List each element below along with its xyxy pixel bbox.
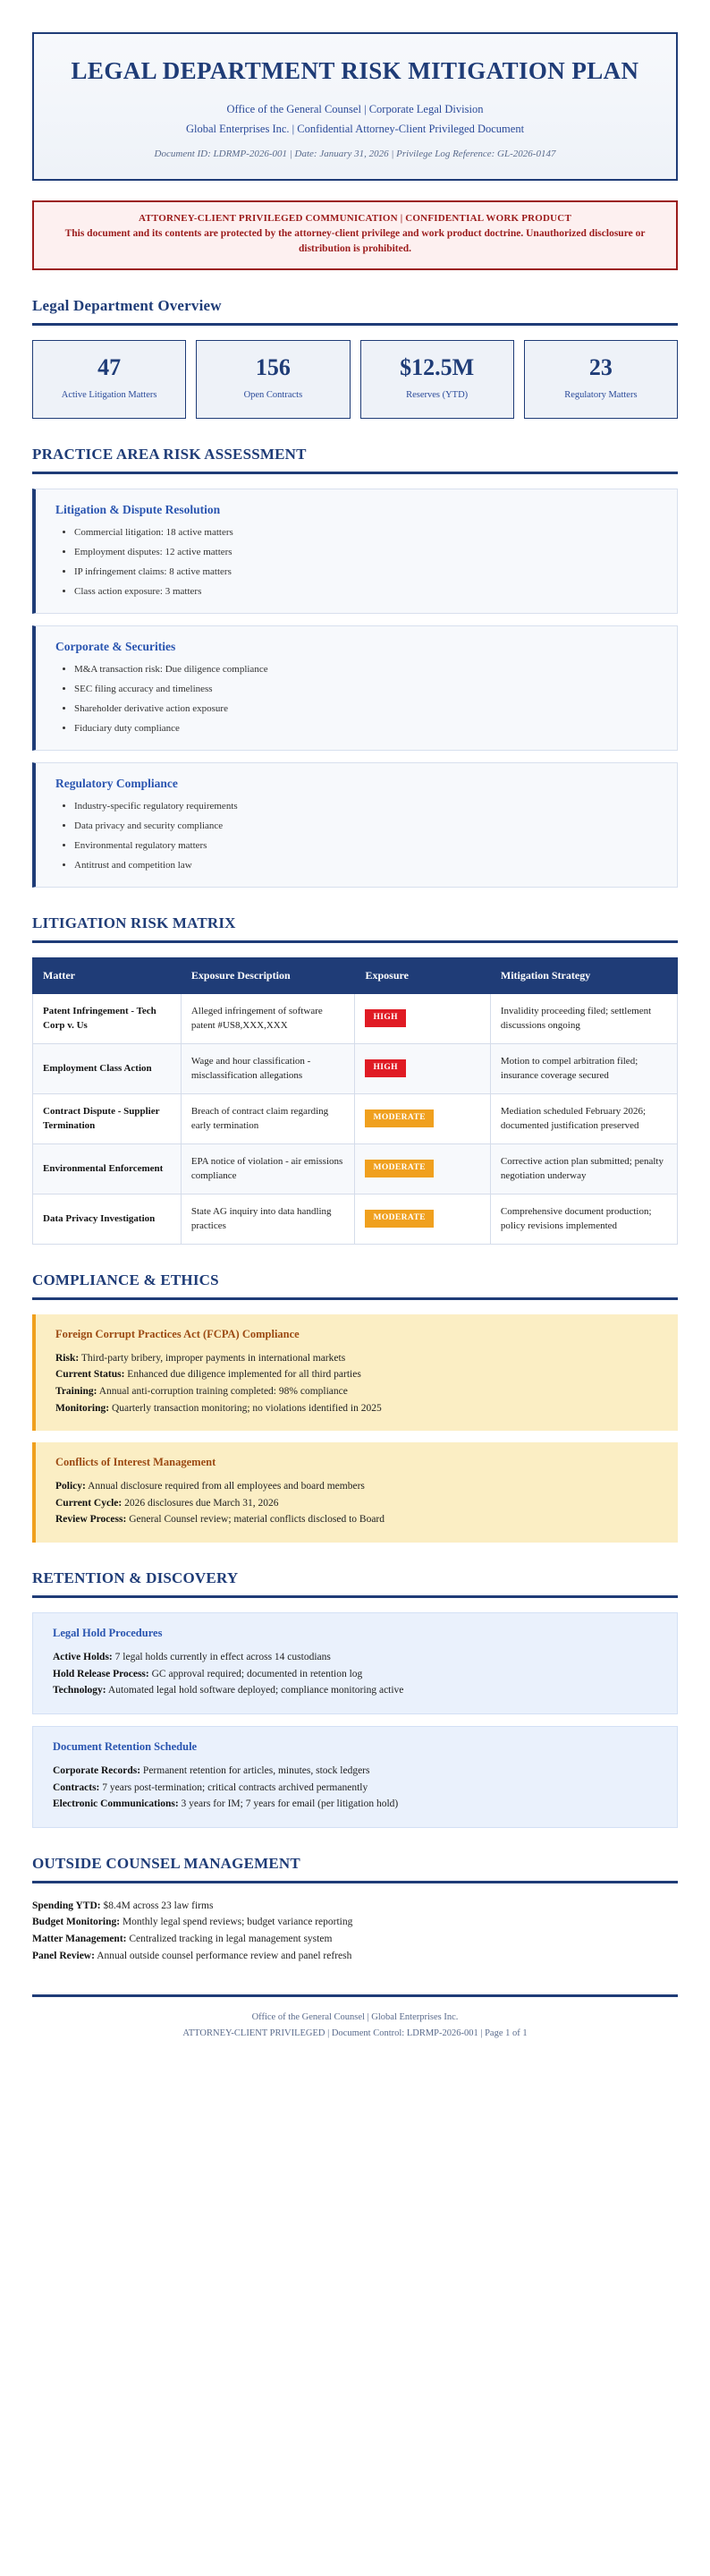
key-label: Review Process:: [55, 1514, 127, 1526]
key-label: Matter Management:: [32, 1934, 127, 1945]
list-item: • Commercial litigation: 18 active matters: [74, 526, 659, 540]
outside-counsel-details: [32, 1898, 678, 1965]
column-header-matter: Matter: [33, 957, 182, 993]
status-badge: MODERATE: [365, 1210, 433, 1228]
status-badge: MODERATE: [365, 1160, 433, 1177]
stat-label: Open Contracts: [243, 390, 303, 401]
key-value-line: [53, 1796, 657, 1813]
stat-value: 156: [255, 353, 291, 380]
status-badge: MODERATE: [365, 1109, 433, 1127]
panel-title: Litigation & Dispute Resolution: [55, 503, 221, 517]
table-row: [33, 1093, 678, 1143]
cell-description: Breach of contract claim regarding early termination: [181, 1093, 355, 1143]
key-value-line: [53, 1682, 657, 1699]
cell-matter: Patent Infringement - Tech Corp v. Us: [33, 993, 182, 1043]
footer-divider: [32, 1994, 678, 1997]
cell-matter: Contract Dispute - Supplier Termination: [33, 1093, 182, 1143]
key-label: Corporate Records:: [53, 1764, 141, 1776]
column-header-exposure: Exposure: [355, 957, 490, 993]
stat-value: 47: [97, 353, 122, 380]
value-text: Monthly legal spend reviews; budget variance reporting: [122, 1917, 353, 1928]
list-item: • Industry-specific regulatory requirements: [74, 800, 659, 814]
section-heading-practice-areas: PRACTICE AREA RISK ASSESSMENT: [32, 446, 307, 463]
column-header-description: Exposure Description: [181, 957, 355, 993]
panel-list: [55, 800, 659, 873]
section-divider: [32, 472, 678, 474]
value-text: 3 years for IM; 7 years for email (per litigation hold): [181, 1798, 399, 1810]
info-panel-legal-hold: [32, 1612, 678, 1714]
key-value-line: [55, 1383, 658, 1400]
value-text: General Counsel review; material conflicts disclosed to Board: [129, 1514, 385, 1526]
key-value-line: [55, 1495, 658, 1512]
value-text: 7 years post-termination; critical contracts archived permanently: [102, 1781, 368, 1793]
key-label: Policy:: [55, 1481, 86, 1492]
document-meta: Document ID: LDRMP-2026-001 | Date: January 31, 2026 | Privilege Log Reference: GL-2026-0147: [154, 149, 556, 160]
stat-value: $12.5M: [400, 353, 475, 380]
section-heading-litigation-matrix: LITIGATION RISK MATRIX: [32, 914, 236, 931]
key-label: Electronic Communications:: [53, 1798, 179, 1810]
key-value-line: [32, 1948, 678, 1965]
cell-matter: Data Privacy Investigation: [33, 1194, 182, 1244]
value-text: 2026 disclosures due March 31, 2026: [124, 1497, 279, 1509]
key-label: Risk:: [55, 1352, 80, 1364]
cell-description: EPA notice of violation - air emissions compliance: [181, 1143, 355, 1194]
list-item: • IP infringement claims: 8 active matters: [74, 565, 659, 580]
list-item: • Data privacy and security compliance: [74, 820, 659, 834]
cell-matter: Employment Class Action: [33, 1043, 182, 1093]
key-label: Active Holds:: [53, 1652, 113, 1663]
value-text: Permanent retention for articles, minutes, stock ledgers: [142, 1764, 370, 1776]
stat-value: 23: [588, 353, 613, 380]
document-subtitle-company: Global Enterprises Inc. | Confidential Attorney-Client Privileged Document: [185, 122, 525, 135]
panel-title: Document Retention Schedule: [53, 1739, 198, 1753]
panel-title: Corporate & Securities: [55, 640, 176, 654]
list-item: • Fiduciary duty compliance: [74, 722, 659, 736]
list-item: • M&A transaction risk: Due diligence compliance: [74, 663, 659, 677]
status-badge: HIGH: [365, 1059, 405, 1077]
stat-card-reserves: [360, 340, 514, 420]
cell-matter: Environmental Enforcement: [33, 1143, 182, 1194]
key-value-line: [53, 1780, 657, 1797]
section-divider: [32, 1297, 678, 1300]
cell-mitigation: Motion to compel arbitration filed; insurance coverage secured: [490, 1043, 677, 1093]
document-subtitle-division: Office of the General Counsel | Corporate Legal Division: [226, 102, 484, 115]
value-text: 7 legal holds currently in effect across 14 custodians: [114, 1652, 331, 1663]
section-heading-compliance-ethics: COMPLIANCE & ETHICS: [32, 1271, 219, 1288]
practice-area-panel-regulatory: [32, 762, 678, 888]
key-label: Hold Release Process:: [53, 1668, 149, 1679]
key-label: Spending YTD:: [32, 1900, 101, 1911]
callout-title: Conflicts of Interest Management: [55, 1456, 216, 1469]
table-row: [33, 1043, 678, 1093]
value-text: Annual anti-corruption training completed: 98% compliance: [98, 1385, 348, 1397]
cell-exposure: [355, 993, 490, 1043]
key-label: Current Status:: [55, 1369, 125, 1381]
key-value-line: [55, 1400, 658, 1417]
section-divider: [32, 1881, 678, 1883]
list-item: • Environmental regulatory matters: [74, 839, 659, 854]
key-value-line: [55, 1511, 658, 1528]
list-item: • SEC filing accuracy and timeliness: [74, 683, 659, 697]
key-value-line: [53, 1763, 657, 1780]
section-divider: [32, 1595, 678, 1598]
section-heading-overview: Legal Department Overview: [32, 296, 222, 314]
practice-area-panel-corporate: [32, 625, 678, 751]
callout-conflicts-of-interest: [32, 1442, 678, 1543]
key-label: Budget Monitoring:: [32, 1917, 121, 1928]
footer-line-control: ATTORNEY-CLIENT PRIVILEGED | Document Control: LDRMP-2026-001 | Page 1 of 1: [182, 2028, 528, 2039]
table-row: [33, 993, 678, 1043]
key-label: Current Cycle:: [55, 1497, 123, 1509]
status-badge: HIGH: [365, 1009, 405, 1027]
callout-fcpa-compliance: [32, 1314, 678, 1432]
cell-description: Alleged infringement of software patent #US8,XXX,XXX: [181, 993, 355, 1043]
cell-mitigation: Mediation scheduled February 2026; documented justification preserved: [490, 1093, 677, 1143]
key-label: Monitoring:: [55, 1402, 110, 1414]
cell-exposure: [355, 1043, 490, 1093]
key-label: Technology:: [53, 1685, 106, 1696]
key-value-line: [32, 1931, 678, 1948]
key-value-line: [53, 1666, 657, 1683]
page-title: LEGAL DEPARTMENT RISK MITIGATION PLAN: [71, 57, 639, 84]
value-text: Annual outside counsel performance review and panel refresh: [97, 1950, 352, 1961]
privilege-banner: [32, 200, 678, 269]
value-text: Centralized tracking in legal management system: [129, 1934, 333, 1945]
footer-line-org: Office of the General Counsel | Global Enterprises Inc.: [251, 2012, 459, 2023]
cell-exposure: [355, 1143, 490, 1194]
value-text: Third-party bribery, improper payments in international markets: [80, 1352, 346, 1364]
panel-title: Legal Hold Procedures: [53, 1627, 163, 1640]
cell-exposure: [355, 1093, 490, 1143]
list-item: • Antitrust and competition law: [74, 859, 659, 873]
list-item: • Shareholder derivative action exposure: [74, 702, 659, 717]
panel-title: Regulatory Compliance: [55, 776, 178, 790]
panel-list: [55, 526, 659, 599]
privilege-banner-text: This document and its contents are protected by the attorney-client privilege and work product doctrine. Unauthorized disclosure or distribution is prohibited.: [64, 228, 646, 254]
cell-description: Wage and hour classification - misclassification allegations: [181, 1043, 355, 1093]
key-value-line: [32, 1898, 678, 1915]
key-value-line: [53, 1649, 657, 1666]
table-header-row: [33, 957, 678, 993]
panel-list: [55, 663, 659, 736]
table-row: [33, 1194, 678, 1244]
value-text: Quarterly transaction monitoring; no violations identified in 2025: [111, 1402, 382, 1414]
key-value-line: [32, 1914, 678, 1931]
value-text: Enhanced due diligence implemented for all third parties: [127, 1369, 361, 1381]
stats-row: [32, 340, 678, 420]
section-heading-retention-discovery: RETENTION & DISCOVERY: [32, 1569, 239, 1587]
key-value-line: [55, 1366, 658, 1383]
section-divider: [32, 323, 678, 326]
cell-mitigation: Invalidity proceeding filed; settlement discussions ongoing: [490, 993, 677, 1043]
column-header-mitigation: Mitigation Strategy: [490, 957, 677, 993]
list-item: • Employment disputes: 12 active matters: [74, 546, 659, 560]
table-row: [33, 1143, 678, 1194]
info-panel-retention-schedule: [32, 1726, 678, 1828]
key-label: Contracts:: [53, 1781, 100, 1793]
key-value-line: [55, 1350, 658, 1367]
section-heading-outside-counsel: OUTSIDE COUNSEL MANAGEMENT: [32, 1854, 300, 1872]
stat-card-active-litigation: [32, 340, 186, 420]
privilege-banner-headline: ATTORNEY-CLIENT PRIVILEGED COMMUNICATION | CONFIDENTIAL WORK PRODUCT: [139, 213, 571, 225]
document-title-block: [32, 32, 678, 181]
callout-title: Foreign Corrupt Practices Act (FCPA) Compliance: [55, 1327, 300, 1340]
cell-description: State AG inquiry into data handling practices: [181, 1194, 355, 1244]
page-footer: [32, 2010, 678, 2042]
stat-label: Active Litigation Matters: [61, 390, 157, 401]
practice-area-panel-litigation: [32, 489, 678, 614]
stat-label: Reserves (YTD): [406, 390, 469, 401]
section-divider: [32, 940, 678, 943]
key-value-line: [55, 1478, 658, 1495]
value-text: Automated legal hold software deployed; compliance monitoring active: [107, 1685, 404, 1696]
stat-card-open-contracts: [196, 340, 350, 420]
stat-card-regulatory-matters: [524, 340, 678, 420]
value-text: Annual disclosure required from all employees and board members: [88, 1481, 365, 1492]
key-label: Panel Review:: [32, 1950, 95, 1961]
value-text: $8.4M across 23 law firms: [103, 1900, 214, 1911]
cell-mitigation: Comprehensive document production; policy revisions implemented: [490, 1194, 677, 1244]
key-label: Training:: [55, 1385, 97, 1397]
litigation-risk-table: [32, 957, 678, 1245]
cell-mitigation: Corrective action plan submitted; penalty negotiation underway: [490, 1143, 677, 1194]
cell-exposure: [355, 1194, 490, 1244]
stat-label: Regulatory Matters: [564, 390, 638, 401]
list-item: • Class action exposure: 3 matters: [74, 585, 659, 599]
value-text: GC approval required; documented in retention log: [151, 1668, 363, 1679]
